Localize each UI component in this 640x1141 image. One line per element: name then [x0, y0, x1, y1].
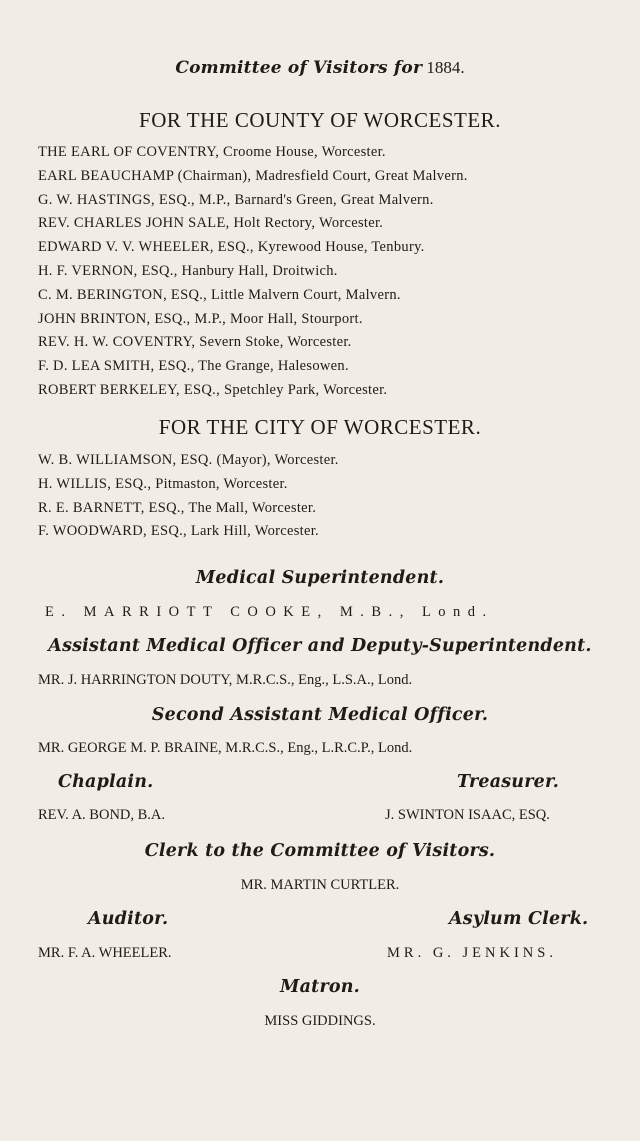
city-member: H. WILLIS, ESQ., Pitmaston, Worcester.: [38, 475, 288, 492]
county-member-list: [38, 141, 638, 403]
county-member: EDWARD V. V. WHEELER, ESQ., Kyrewood House, Tenbury.: [38, 239, 425, 256]
city-member-list: [38, 449, 638, 544]
medical-superintendent-heading: Medical Superintendent.: [195, 568, 445, 588]
county-member: THE EARL OF COVENTRY, Croome House, Worcester.: [38, 144, 386, 160]
clerk-name: MR. MARTIN CURTLER.: [240, 877, 400, 893]
city-member: R. E. BARNETT, ESQ., The Mall, Worcester.: [38, 499, 317, 516]
matron-heading: Matron.: [280, 977, 360, 997]
treasurer-name: J. SWINTON ISAAC, ESQ.: [385, 807, 550, 823]
county-member: REV. CHARLES JOHN SALE, Holt Rectory, Worcester.: [38, 215, 384, 232]
county-member: G. W. HASTINGS, ESQ., M.P., Barnard's Green, Great Malvern.: [38, 191, 434, 208]
auditor-name: MR. F. A. WHEELER.: [38, 945, 172, 961]
title-year: 1884.: [426, 58, 465, 77]
document-title: [0, 58, 640, 78]
assistant-officer-heading: Assistant Medical Officer and Deputy-Superintendent.: [48, 636, 592, 656]
second-assistant-heading: Second Assistant Medical Officer.: [151, 705, 489, 725]
assistant-officer-name: MR. J. HARRINGTON DOUTY, M.R.C.S., Eng., L.S.A., Lond.: [38, 672, 413, 688]
second-assistant-name: MR. GEORGE M. P. BRAINE, M.R.C.S., Eng., L.R.C.P., Lond.: [38, 740, 413, 756]
treasurer-heading: Treasurer.: [457, 772, 560, 792]
auditor-heading: Auditor.: [88, 909, 169, 929]
chaplain-name: REV. A. BOND, B.A.: [38, 807, 166, 823]
county-member: F. D. LEA SMITH, ESQ., The Grange, Halesowen.: [38, 358, 349, 375]
county-member: H. F. VERNON, ESQ., Hanbury Hall, Droitwich.: [38, 262, 338, 279]
asylum-clerk-heading: Asylum Clerk.: [449, 909, 589, 929]
city-member: F. WOODWARD, ESQ., Lark Hill, Worcester.: [38, 523, 319, 540]
county-member: REV. H. W. COVENTRY, Severn Stoke, Worcester.: [38, 334, 352, 351]
city-heading: FOR THE CITY OF WORCESTER.: [158, 415, 482, 439]
medical-superintendent-name: E. MARRIOTT COOKE, M.B., Lond.: [45, 604, 494, 620]
county-member: EARL BEAUCHAMP (Chairman), Madresfield Court, Great Malvern.: [38, 167, 468, 184]
city-member: W. B. WILLIAMSON, ESQ. (Mayor), Worcester.: [38, 452, 339, 468]
clerk-heading: Clerk to the Committee of Visitors.: [144, 841, 496, 861]
county-member: JOHN BRINTON, ESQ., M.P., Moor Hall, Stourport.: [38, 310, 363, 327]
county-member: C. M. BERINGTON, ESQ., Little Malvern Court, Malvern.: [38, 286, 401, 303]
county-heading: FOR THE COUNTY OF WORCESTER.: [139, 108, 501, 132]
title-label: Committee of Visitors for: [175, 58, 423, 78]
matron-name: MISS GIDDINGS.: [264, 1013, 376, 1029]
county-member: ROBERT BERKELEY, ESQ., Spetchley Park, Worcester.: [38, 381, 388, 398]
asylum-clerk-name: MR. G. JENKINS.: [387, 945, 557, 961]
chaplain-heading: Chaplain.: [58, 772, 154, 792]
